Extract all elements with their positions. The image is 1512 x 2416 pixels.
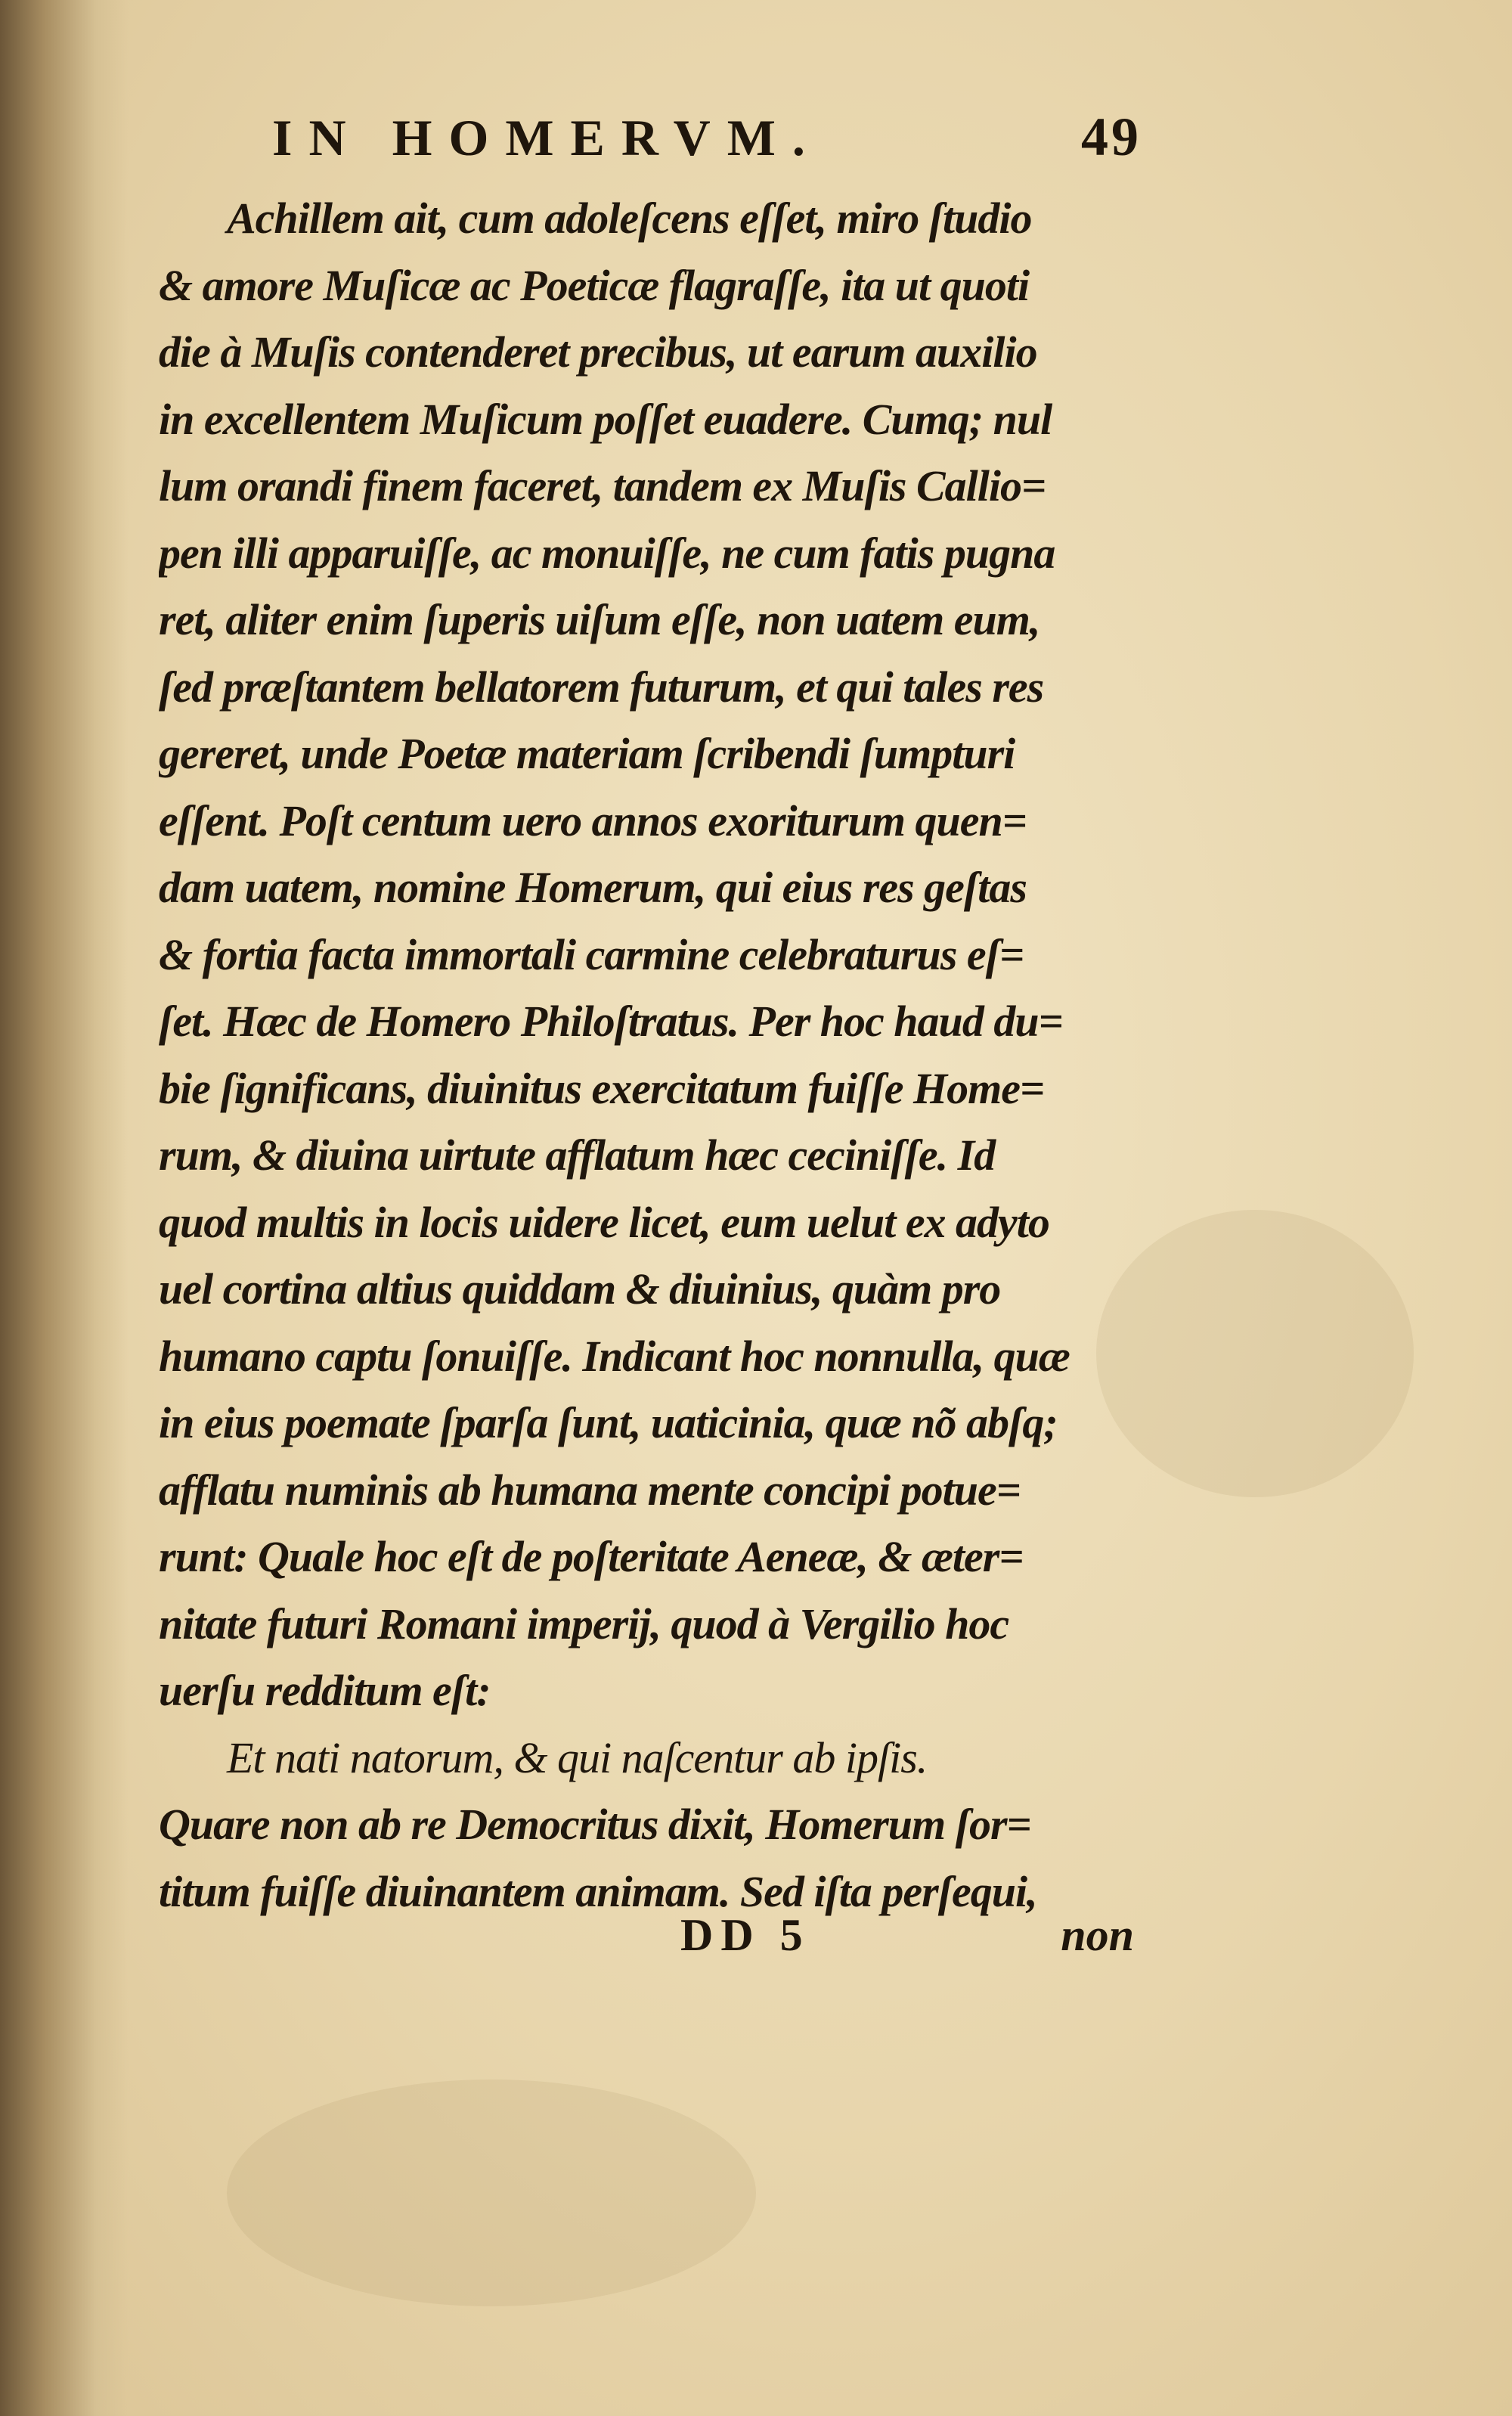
page-number: 49 xyxy=(1081,107,1142,167)
catchword: non xyxy=(1061,1910,1134,1960)
text-line: nitate futuri Romani imperij, quod à Vergilio hoc xyxy=(159,1599,1009,1648)
text-line: & fortia facta immortali carmine celebraturus eſ= xyxy=(159,929,1024,979)
text-line: lum orandi finem faceret, tandem ex Muſis Callio= xyxy=(159,461,1046,510)
text-line: Quare non ab re Democritus dixit, Homerum ſor= xyxy=(159,1800,1031,1849)
text-line: die à Muſis contenderet precibus, ut earum auxilio xyxy=(159,327,1037,377)
text-line: in eius poemate ſparſa ſunt, uaticinia, quæ nõ abſq; xyxy=(159,1398,1058,1447)
text-line: & amore Muſicæ ac Poeticæ flagraſſe, ita ut quoti xyxy=(159,260,1030,310)
text-line: bie ſignificans, diuinitus exercitatum fuiſſe Home= xyxy=(159,1063,1045,1113)
text-line: runt: Quale hoc eſt de poſteritate Aeneæ, & æter= xyxy=(159,1532,1024,1581)
paper-stain xyxy=(227,2079,756,2306)
text-line: pen illi apparuiſſe, ac monuiſſe, ne cum fatis pugna xyxy=(159,528,1055,578)
page-footer xyxy=(680,1909,1149,1977)
text-line: afflatu numinis ab humana mente concipi potue= xyxy=(159,1465,1021,1515)
text-line: ret, aliter enim ſuperis uiſum eſſe, non uatem eum, xyxy=(159,595,1040,644)
page-gutter-shadow xyxy=(0,0,129,2416)
text-line: uel cortina altius quiddam & diuinius, quàm pro xyxy=(159,1264,1001,1313)
signature-mark: DD 5 xyxy=(680,1910,810,1960)
text-line: ſed præſtantem bellatorem futurum, et qui tales res xyxy=(159,662,1044,712)
verse-quotation: Et nati natorum, & qui naſcentur ab ipſis. xyxy=(227,1732,928,1782)
text-line: in excellentem Muſicum poſſet euadere. Cumq; nul xyxy=(159,394,1052,444)
body-text xyxy=(159,185,1157,1925)
text-line: dam uatem, nomine Homerum, qui eius res geſtas xyxy=(159,863,1027,912)
text-line: eſſent. Poſt centum uero annos exoriturum quen= xyxy=(159,796,1027,845)
text-line: quod multis in locis uidere licet, eum uelut ex adyto xyxy=(159,1197,1049,1247)
text-line: gereret, unde Poetæ materiam ſcribendi ſumpturi xyxy=(159,729,1015,778)
text-line: ſet. Hæc de Homero Philoſtratus. Per hoc haud du= xyxy=(159,997,1063,1046)
text-line: rum, & diuina uirtute afflatum hæc ceciniſſe. Id xyxy=(159,1130,996,1180)
text-line: titum fuiſſe diuinantem animam. Sed iſta perſequi, xyxy=(159,1866,1037,1916)
running-head xyxy=(272,106,1142,174)
running-head-title: IN HOMERVM. xyxy=(272,109,822,166)
text-line: Achillem ait, cum adoleſcens eſſet, miro ſtudio xyxy=(227,194,1032,243)
text-line: humano captu ſonuiſſe. Indicant hoc nonnulla, quæ xyxy=(159,1331,1070,1381)
text-line: uerſu redditum eſt: xyxy=(159,1666,491,1715)
